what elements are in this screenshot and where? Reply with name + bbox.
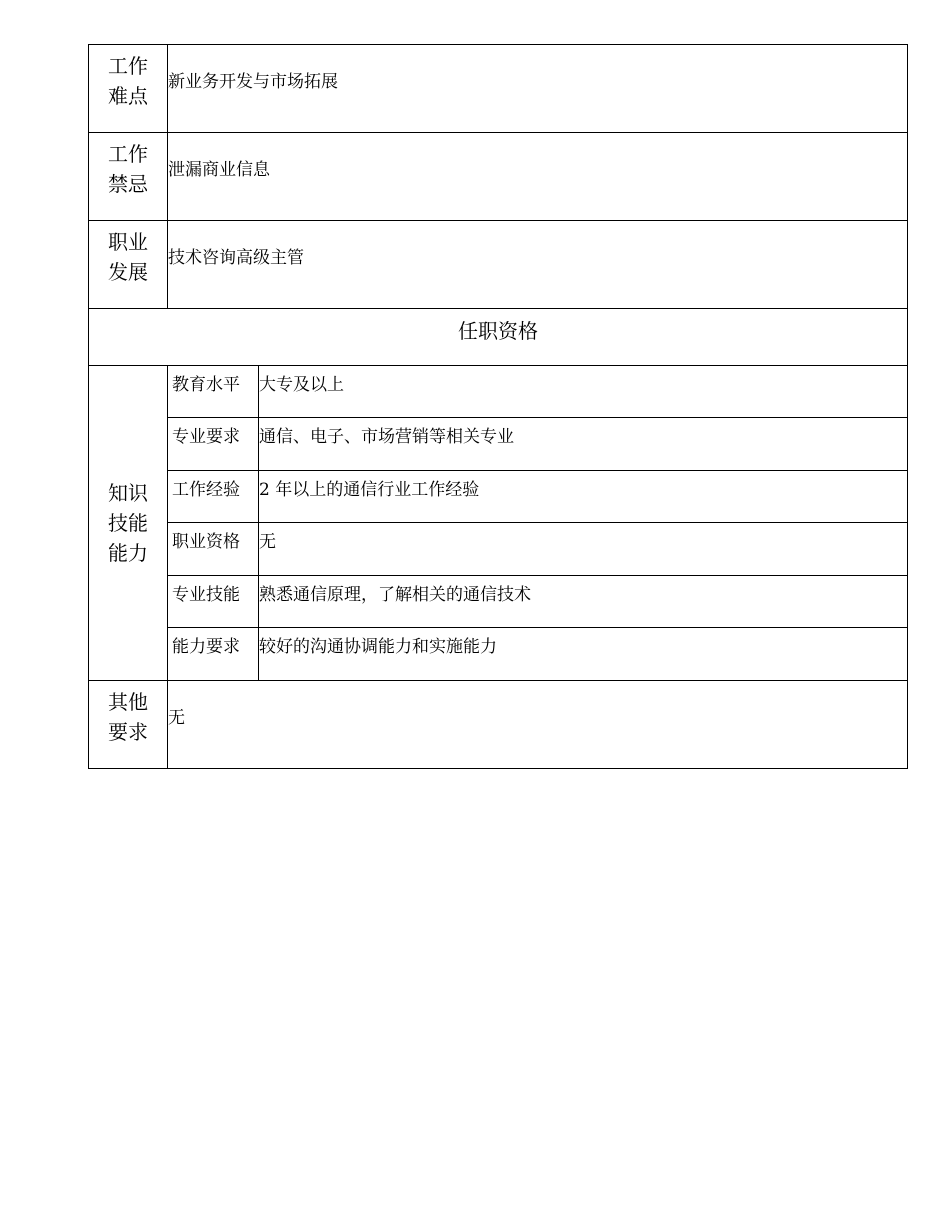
qual-row-experience	[89, 471, 908, 523]
label-work-taboo: 工作禁忌	[89, 133, 168, 221]
qual-value-experience: 2 年以上的通信行业工作经验	[259, 471, 908, 523]
qual-row-ability	[89, 628, 908, 681]
row-work-difficulty	[89, 45, 908, 133]
row-other-requirements	[89, 681, 908, 769]
qual-label-ability: 能力要求	[168, 628, 259, 681]
label-knowledge-skills: 知识技能能力	[89, 366, 168, 681]
row-work-taboo	[89, 133, 908, 221]
label-work-difficulty: 工作难点	[89, 45, 168, 133]
qual-label-skills: 专业技能	[168, 576, 259, 628]
qual-label-education: 教育水平	[168, 366, 259, 418]
label-other-requirements: 其他要求	[89, 681, 168, 769]
qual-label-experience: 工作经验	[168, 471, 259, 523]
section-title-qualification: 任职资格	[89, 309, 908, 366]
value-work-difficulty: 新业务开发与市场拓展	[168, 45, 908, 133]
qual-value-certification: 无	[259, 523, 908, 576]
qual-row-skills	[89, 576, 908, 628]
qual-label-major: 专业要求	[168, 418, 259, 471]
value-career-development: 技术咨询高级主管	[168, 221, 908, 309]
job-description-table	[88, 44, 908, 769]
row-career-development	[89, 221, 908, 309]
qual-label-certification: 职业资格	[168, 523, 259, 576]
qual-row-certification	[89, 523, 908, 576]
value-work-taboo: 泄漏商业信息	[168, 133, 908, 221]
qual-row-major	[89, 418, 908, 471]
qual-row-education	[89, 366, 908, 418]
qual-value-education: 大专及以上	[259, 366, 908, 418]
qual-value-ability: 较好的沟通协调能力和实施能力	[259, 628, 908, 681]
qual-value-skills: 熟悉通信原理，了解相关的通信技术	[259, 576, 908, 628]
label-career-development: 职业发展	[89, 221, 168, 309]
qual-value-major: 通信、电子、市场营销等相关专业	[259, 418, 908, 471]
row-section-title	[89, 309, 908, 366]
value-other-requirements: 无	[168, 681, 908, 769]
